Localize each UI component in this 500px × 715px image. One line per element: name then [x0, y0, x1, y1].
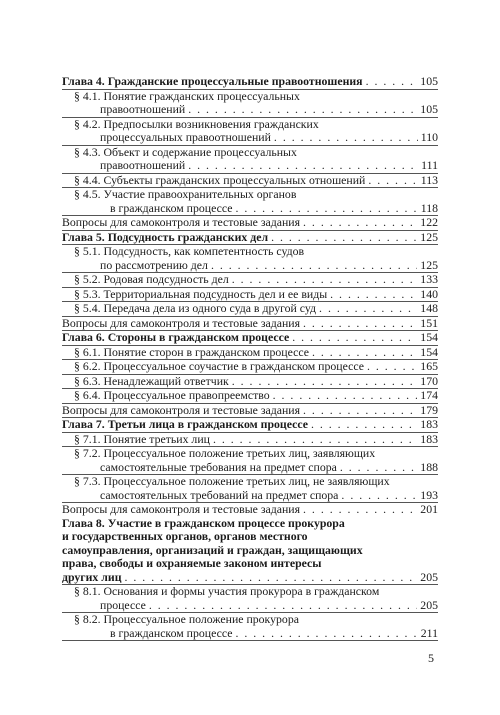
toc-entry-page: 133 — [420, 272, 438, 286]
dot-leader — [273, 389, 418, 403]
dot-leader — [235, 202, 417, 216]
toc-entry-title: § 4.4. Субъекты гражданских процессуальных отношений — [74, 172, 366, 187]
dot-leader — [188, 159, 418, 173]
toc-entry-title: § 7.3. Процессуальное положение третьих лиц, не заявляющих — [74, 474, 390, 488]
toc-entry-title: § 4.5. Участие правоохранительных органов — [74, 187, 297, 201]
toc-entry-section — [62, 433, 438, 448]
toc-entry-page: 205 — [420, 597, 438, 612]
toc-entry-chapter — [62, 418, 438, 433]
toc-entry-title: самоуправления, организаций и граждан, защищающих — [62, 542, 363, 557]
toc-entry-title: § 4.1. Понятие гражданских процессуальных — [74, 88, 300, 103]
dot-leader — [312, 346, 417, 360]
dot-leader — [125, 571, 418, 585]
toc-entry-section — [62, 146, 438, 174]
toc-entry-title: Глава 8. Участие в гражданском процессе прокурора — [62, 515, 345, 530]
dot-leader — [211, 259, 417, 273]
table-of-contents — [62, 75, 438, 641]
dot-leader — [149, 599, 417, 613]
toc-entry-page: 118 — [420, 200, 438, 215]
toc-entry-page: 179 — [420, 402, 438, 417]
toc-entry-chapter — [62, 517, 438, 586]
toc-entry-title: процессе — [100, 597, 146, 612]
toc-entry-chapter — [62, 231, 438, 246]
toc-entry-title: § 5.2. Родовая подсудность дел — [74, 272, 229, 286]
toc-entry-title: в гражданском процессе — [110, 625, 233, 640]
toc-entry-title: правоотношений — [100, 102, 186, 116]
toc-entry-title: § 5.1. Подсудность, как компетентность судов — [74, 244, 305, 258]
toc-entry-page: 170 — [420, 373, 438, 388]
toc-entry-page: 140 — [420, 286, 438, 301]
toc-entry-page: 125 — [420, 229, 438, 244]
dot-leader — [292, 331, 417, 345]
toc-entry-page: 151 — [420, 315, 438, 330]
toc-entry-title: в гражданском процессе — [110, 200, 233, 215]
dot-leader — [303, 404, 417, 418]
toc-entry-title: Вопросы для самоконтроля и тестовые задания — [62, 502, 301, 516]
toc-entry-title: § 5.3. Территориальная подсудность дел и ее виды — [74, 286, 328, 301]
dot-leader — [303, 503, 417, 517]
toc-entry-section — [62, 245, 438, 273]
toc-entry-section — [62, 174, 438, 189]
toc-entry-section — [62, 273, 438, 288]
toc-entry-page: 205 — [420, 569, 438, 584]
toc-entry-title: Глава 7. Третьи лица в гражданском процессе — [62, 417, 308, 431]
toc-entry-page: 188 — [420, 459, 438, 474]
dot-leader — [232, 375, 418, 389]
dot-leader — [303, 216, 417, 230]
dot-leader — [330, 288, 417, 302]
toc-entry-page: 125 — [420, 257, 438, 272]
toc-entry-title: других лиц — [62, 569, 122, 584]
toc-entry-page: 174 — [420, 388, 438, 402]
toc-entry-title: § 5.4. Передача дела из одного суда в другой суд — [74, 301, 317, 315]
toc-entry-title: § 6.3. Ненадлежащий ответчик — [74, 373, 229, 388]
toc-entry-section — [62, 389, 438, 404]
toc-entry-title: § 4.3. Объект и содержание процессуальных — [74, 144, 297, 159]
toc-entry-title: § 6.1. Понятие сторон в гражданском процессе — [74, 344, 309, 359]
page-number: 5 — [428, 651, 434, 665]
toc-entry-section — [62, 90, 438, 118]
dot-leader — [319, 302, 417, 316]
toc-entry-page: 154 — [420, 344, 438, 359]
toc-entry-title: самостоятельных требований на предмет спора — [100, 487, 339, 502]
dot-leader — [311, 418, 417, 432]
toc-entry-questions — [62, 404, 438, 419]
toc-entry-chapter — [62, 75, 438, 90]
toc-entry-title: § 7.2. Процессуальное положение третьих лиц, заявляющих — [74, 446, 376, 460]
toc-entry-section — [62, 613, 438, 641]
dot-leader — [274, 131, 418, 145]
toc-entry-title: и государственных органов, органов местного — [62, 529, 308, 543]
toc-entry-section — [62, 346, 438, 361]
dot-leader — [188, 103, 417, 117]
toc-entry-title: Глава 5. Подсудность гражданских дел — [62, 229, 269, 244]
toc-entry-section — [62, 302, 438, 317]
toc-entry-title: правоотношений — [100, 158, 186, 172]
toc-entry-page: 122 — [420, 215, 438, 229]
toc-entry-title: § 8.2. Процессуальное положение прокурора — [74, 612, 299, 626]
toc-entry-page: 165 — [420, 359, 438, 373]
toc-entry-title: Вопросы для самоконтроля и тестовые задания — [62, 402, 301, 417]
dot-leader — [213, 433, 417, 447]
toc-entry-page: 148 — [420, 301, 438, 315]
dot-leader — [367, 360, 417, 374]
toc-entry-title: Вопросы для самоконтроля и тестовые задания — [62, 215, 301, 229]
dot-leader — [341, 489, 417, 503]
toc-entry-page: 154 — [420, 330, 438, 344]
toc-entry-title: § 4.2. Предпосылки возникновения гражданских — [74, 116, 319, 131]
toc-entry-page: 201 — [420, 502, 438, 516]
toc-entry-title: права, свободы и охраняемые законом интересы — [62, 556, 322, 570]
toc-entry-section — [62, 375, 438, 390]
toc-entry-title: Глава 6. Стороны в гражданском процессе — [62, 330, 290, 344]
toc-entry-section — [62, 288, 438, 303]
toc-entry-questions — [62, 216, 438, 231]
toc-entry-page: 105 — [420, 74, 438, 88]
toc-entry-title: § 6.4. Процессуальное правопреемство — [74, 388, 270, 402]
toc-entry-section — [62, 360, 438, 375]
toc-entry-page: 183 — [420, 431, 438, 446]
dot-leader — [235, 627, 417, 641]
toc-entry-questions — [62, 317, 438, 332]
toc-entry-title: по рассмотрению дел — [100, 257, 208, 272]
toc-entry-section — [62, 188, 438, 216]
toc-entry-title: Вопросы для самоконтроля и тестовые задания — [62, 315, 301, 330]
toc-entry-page: 111 — [421, 158, 438, 172]
toc-entry-section — [62, 447, 438, 475]
toc-entry-section — [62, 118, 438, 146]
toc-entry-title: § 6.2. Процессуальное соучастие в гражданском процессе — [74, 359, 364, 373]
dot-leader — [271, 231, 417, 245]
dot-leader — [303, 317, 417, 331]
toc-entry-chapter — [62, 331, 438, 346]
toc-entry-page: 211 — [420, 625, 438, 640]
dot-leader — [232, 273, 418, 287]
toc-entry-section — [62, 475, 438, 503]
toc-entry-page: 183 — [420, 417, 438, 431]
toc-entry-title: самостоятельные требования на предмет спора — [100, 459, 337, 474]
toc-entry-section — [62, 585, 438, 613]
toc-entry-page: 105 — [420, 102, 438, 116]
toc-entry-page: 110 — [420, 130, 438, 144]
toc-entry-page: 113 — [420, 172, 438, 187]
toc-entry-questions — [62, 503, 438, 517]
toc-entry-title: Глава 4. Гражданские процессуальные правоотношения — [62, 74, 363, 88]
dot-leader — [366, 75, 418, 89]
toc-entry-title: § 7.1. Понятие третьих лиц — [74, 431, 210, 446]
toc-entry-title: процессуальных правоотношений — [100, 130, 271, 144]
dot-leader — [340, 461, 417, 475]
toc-entry-page: 193 — [420, 487, 438, 502]
toc-entry-title: § 8.1. Основания и формы участия прокурора в гражданском — [74, 584, 380, 598]
dot-leader — [368, 174, 417, 188]
